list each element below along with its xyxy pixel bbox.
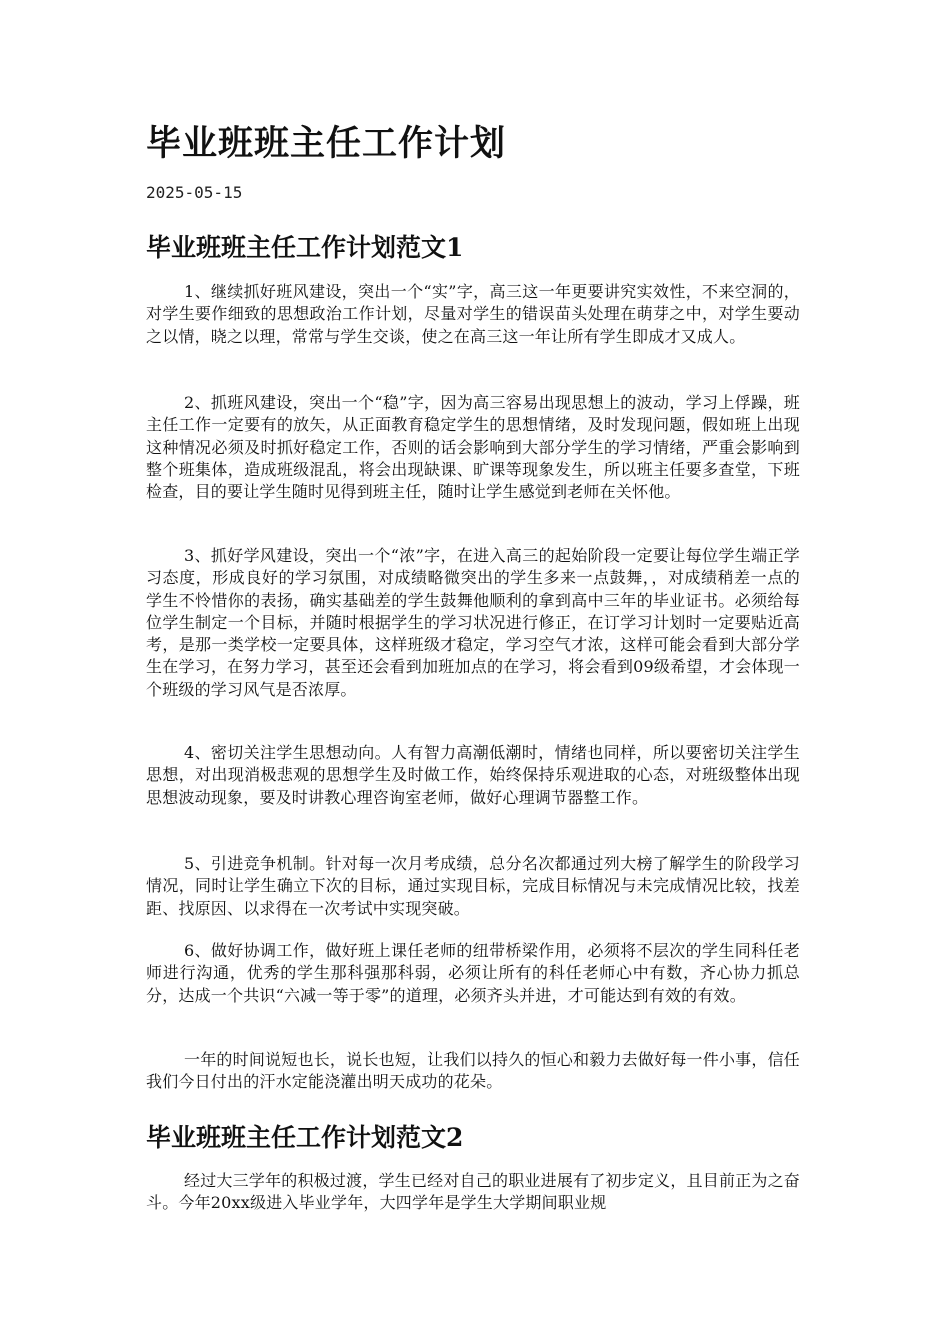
section-heading-1: 毕业班班主任工作计划范文1 [146, 233, 464, 262]
section-heading-2: 毕业班班主任工作计划范文2 [146, 1123, 464, 1152]
paragraph: 经过大三学年的积极过渡，学生已经对自己的职业进展有了初步定义，且目前正为之奋斗。今年20xx级进入毕业学年，大四学年是学生大学期间职业规 [146, 1171, 800, 1213]
paragraph: 2、抓班风建设，突出一个“稳”字，因为高三容易出现思想上的波动，学习上俘躁，班主任工作一定要有的放矢，从正面教育稳定学生的思想情绪，及时发现问题，假如班上出现这种情况必须及时抓好稳定工作，否则的话会影响到大部分学生的学习情绪，严重会影响到整个班集体，造成班级混乱，将会出现缺课、旷课等现象发生，所以班主任要多查堂，下班检查，目的要让学生随时见得到班主任，随时让学生感觉到老师在关怀他。 [146, 393, 800, 502]
paragraph: 一年的时间说短也长，说长也短，让我们以持久的恒心和毅力去做好每一件小事，信任我们今日付出的汗水定能浇灌出明天成功的花朵。 [146, 1050, 800, 1092]
paragraph: 3、抓好学风建设，突出一个“浓”字，在进入高三的起始阶段一定要让每位学生端正学习态度，形成良好的学习氛围，对成绩略微突出的学生多来一点鼓舞，，对成绩稍差一点的学生不怜惜你的表扬，确实基础差的学生鼓舞他顺利的拿到高中三年的毕业证书。必须给每位学生制定一个目标，并随时根据学生的学习状况进行修正，在订学习计划时一定要贴近高考，是那一类学校一定要具体，这样班级才稳定，学习空气才浓，这样可能会看到大部分学生在学习，在努力学习，甚至还会看到加班加点的在学习，将会看到09级希望，才会体现一个班级的学习风气是否浓厚。 [146, 546, 800, 699]
paragraph: 5、引进竞争机制。针对每一次月考成绩，总分名次都通过列大榜了解学生的阶段学习情况，同时让学生确立下次的目标，通过实现目标，完成目标情况与未完成情况比较，找差距、找原因、以求得在一次考试中实现突破。 [146, 854, 800, 918]
paragraph: 6、做好协调工作，做好班上课任老师的纽带桥梁作用，必须将不层次的学生同科任老师进行沟通，优秀的学生那科强那科弱，必须让所有的科任老师心中有数，齐心协力抓总分，达成一个共识“六减一等于零”的道理，必须齐头并进，才可能达到有效的有效。 [146, 941, 800, 1005]
document-title: 毕业班班主任工作计划 [146, 123, 507, 164]
paragraph: 1、继续抓好班风建设，突出一个“实”字，高三这一年更要讲究实效性，不来空洞的，对学生要作细致的思想政治工作计划，尽量对学生的错误苗头处理在萌芽之中，对学生要动之以情，晓之以理，常常与学生交谈，使之在高三这一年让所有学生即成才又成人。 [146, 282, 800, 346]
document-date: 2025-05-15 [146, 183, 243, 202]
paragraph: 4、密切关注学生思想动向。人有智力高潮低潮时，情绪也同样，所以要密切关注学生思想，对出现消极悲观的思想学生及时做工作，始终保持乐观进取的心态，对班级整体出现思想波动现象，要及时讲教心理咨询室老师，做好心理调节器整工作。 [146, 743, 800, 807]
